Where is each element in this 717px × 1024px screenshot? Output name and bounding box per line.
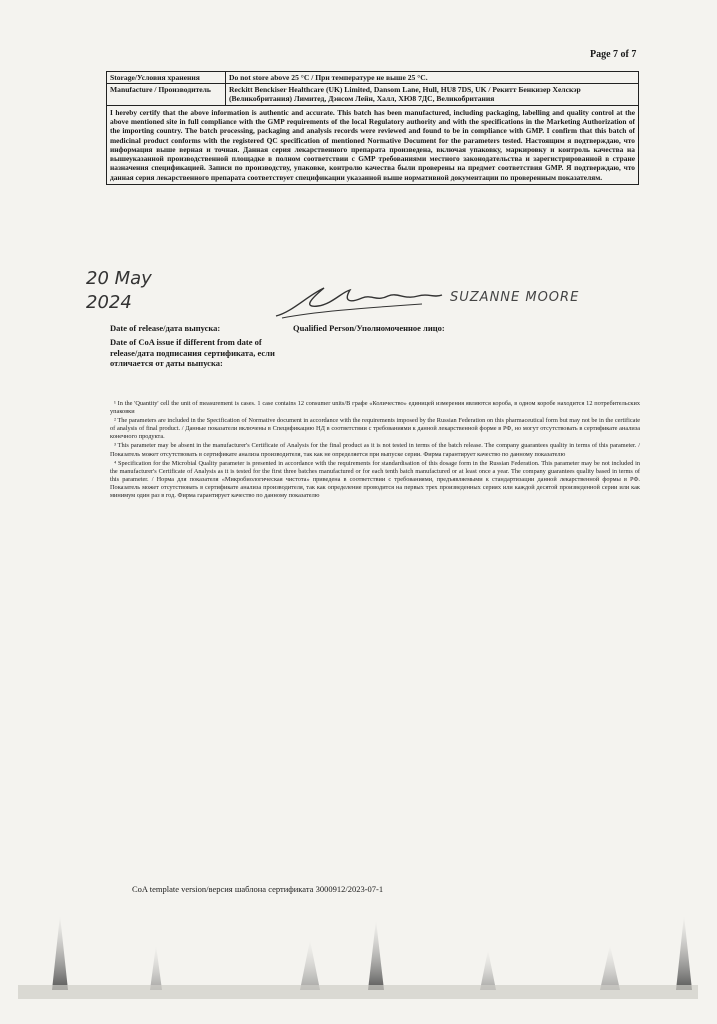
handwritten-date-day: 20 May	[86, 268, 152, 289]
footnote-4: ⁴ Specification for the Microbial Quality parameter is presented in accordance with the requirements for standardisation of this dosage form in the Russian Federation. This parameter may be not included in the manufacturer's Certificate of Analysis as it is tested for the first three batches manufactured or for each tenth batch manufactured or at least once a year. The company guarantees quality based in terms of this parameter. / Норма для показателя «Микробиологическая чистота» приведена в соответствии с требованиями, предъявляемыми к стандартизации данной лекарственной формы в РФ. Показатель может отсутствовать в сертификате анализа производителя, так как определение проводится на первых трех произведенных сериях или каждой десятой произведенной серии или как минимум один раз в год. Фирма гарантирует качество по данному показателю	[110, 459, 640, 500]
storage-label: Storage/Условия хранения	[107, 72, 226, 84]
product-info-table	[106, 71, 639, 185]
handwritten-date-year: 2024	[86, 292, 132, 313]
footnotes	[110, 400, 640, 501]
storage-value: Do not store above 25 °C / При температуре не выше 25 °C.	[226, 72, 639, 84]
signature-icon	[272, 282, 447, 322]
page-number: Page 7 of 7	[590, 49, 637, 60]
manufacture-label: Manufacture / Производитель	[107, 84, 226, 105]
footnote-2: ² The parameters are included in the Specification of Normative document in accordance with the requirements imposed by the Russian Federation on this pharmaceutical form but may not be in the certificate of analysis of final product. / Данные показатели включены в Спецификацию НД в соответствии с требованиями к данной лекарственной форме в РФ, но могут отсутствовать в сертификате анализа конечного продукта.	[110, 417, 640, 441]
footnote-3: ³ This parameter may be absent in the manufacturer's Certificate of Analysis for the final product as it is not tested in terms of the batch release. The company guarantees quality in terms of this parameter. / Показатель может отсутствовать в сертификате анализа производителя, так как не определяется при выпуске серии. Фирма гарантирует качество по данному показателю	[110, 442, 640, 458]
manufacture-value: Reckitt Benckiser Healthcare (UK) Limited, Dansom Lane, Hull, HU8 7DS, UK / Рекитт Бенкизер Хелскэр (Великобритания) Лимитед, Дэнсом Лейн, Халл, ХЮ8 7ДС, Великобритания	[226, 84, 639, 105]
handwritten-name: SUZANNE MOORE	[450, 290, 580, 305]
footnote-1: ¹ In the 'Quantity' cell the unit of measurement is cases. 1 case contains 12 consumer units/В графе «Количество» единицей измерения являются короба, в одном коробе находится 12 потребительских упаковки	[110, 400, 640, 416]
certification-row	[107, 105, 639, 184]
release-date-label: Date of release/дата выпуска:	[110, 323, 221, 333]
scan-artifacts-icon	[0, 905, 717, 1024]
manufacture-row	[107, 84, 639, 105]
coa-issue-date-label: Date of CoA issue if different from date of release/дата подписания сертификата, если отличается от даты выпуска:	[110, 337, 275, 368]
qualified-person-label: Qualified Person/Уполномоченное лицо:	[293, 323, 445, 333]
template-version-footer: CoA template version/версия шаблона сертификата 3000912/2023-07-1	[132, 884, 384, 894]
storage-row	[107, 72, 639, 84]
certification-text: I hereby certify that the above information is authentic and accurate. This batch has been manufactured, including packaging, labelling and quality control at the above mentioned site in full compliance with the GMP requirements of the local Regulatory authority and with the specifications in the Marketing Authorization of the importing country. The batch processing, packaging and analysis records were reviewed and found to be in compliance with GMP. I confirm that this batch of medicinal product conforms with the registered QC specification of mentioned Normative Document for the parameters tested. Настоящим я подтверждаю, что информация выше верная и точная. Данная серия лекарственного препарата произведена, включая упаковку, маркировку и контроль качества на вышеуказанной производственной площадке в полном соответствии с GMP требованиями местного законодательства и зарегистрированной в стране назначения спецификацией. Записи по производству, упаковке, контролю качества были проверены на предмет соответствия GMP. Я подтверждаю, что данная серия лекарственного препарата соответствует спецификации указанной выше нормативной документации по проверенным показателям.	[107, 105, 639, 184]
